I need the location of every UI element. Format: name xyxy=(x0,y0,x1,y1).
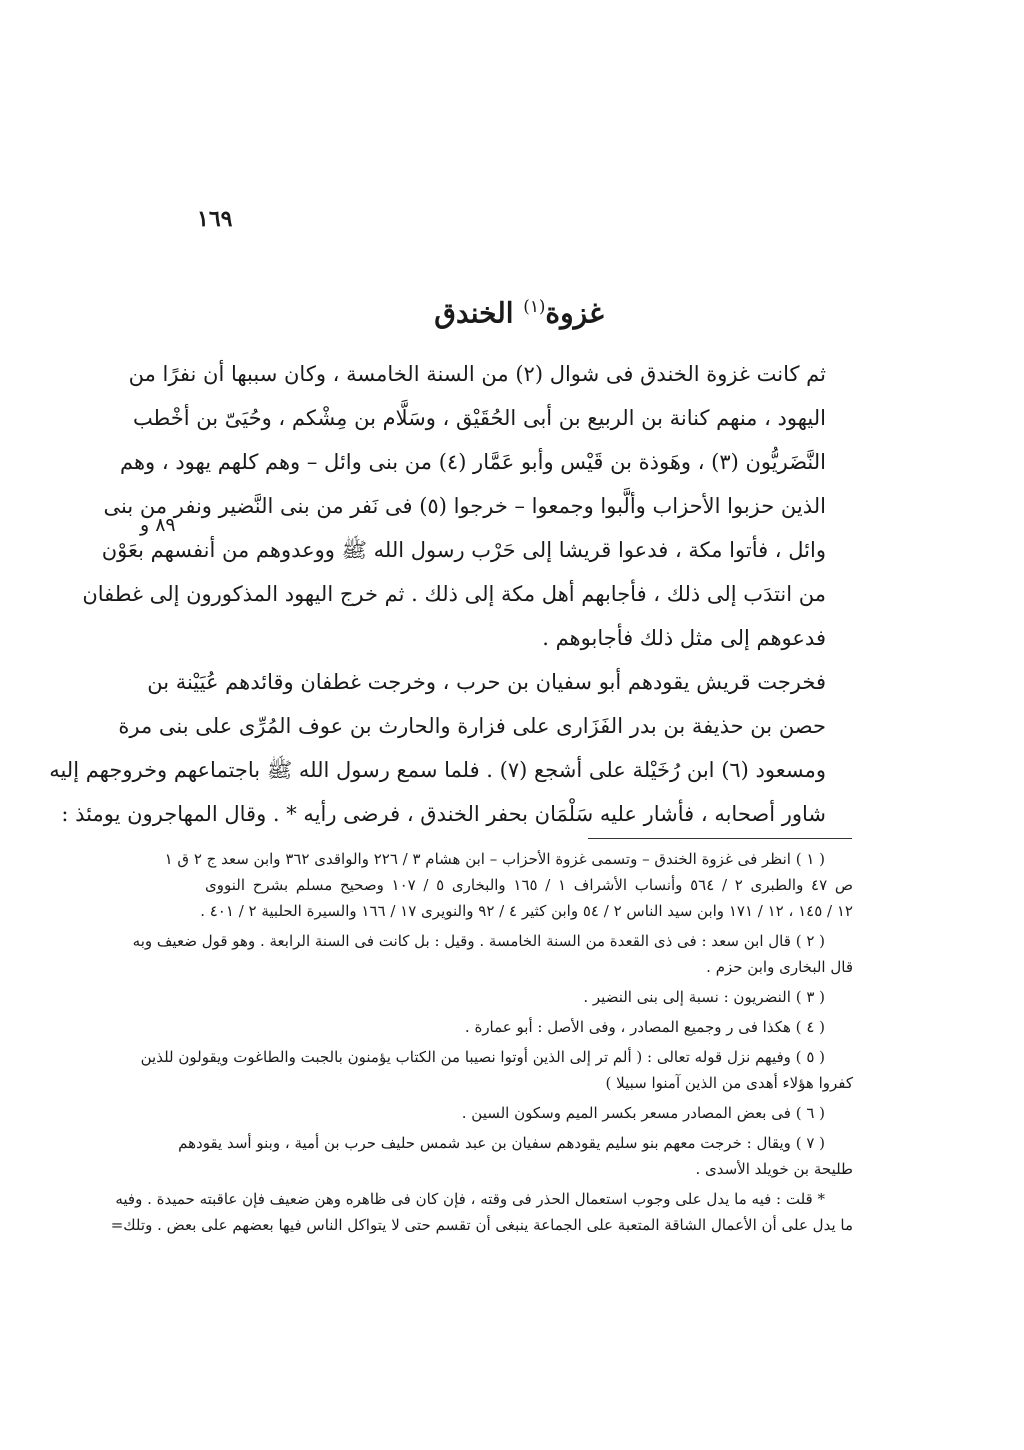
footnote-line: ( ٧ ) ويقال : خرجت معهم بنو سليم يقودهم سفيان بن عبد شمس حليف حرب بن أمية ، وبنو أسد يقودهم xyxy=(178,1134,825,1152)
footnote-divider xyxy=(588,838,852,839)
footnote-line: ( ٦ ) فى بعض المصادر مسعر بكسر الميم وسكون السين . xyxy=(461,1104,825,1122)
footnote-4 xyxy=(205,1014,853,1040)
paragraph-line: فدعوهم إلى مثل ذلك فأجابوهم . xyxy=(542,626,826,650)
footnote-line: ( ٢ ) قال ابن سعد : فى ذى القعدة من السنة الخامسة . وقيل : بل كانت فى السنة الرابعة . وهو قول ضعيف وبه xyxy=(132,932,825,950)
footnote-6 xyxy=(205,1100,853,1126)
chapter-title-footnote-ref: (١) xyxy=(523,296,546,316)
chapter-title xyxy=(212,296,826,329)
paragraph-2 xyxy=(49,660,826,836)
footnote-7 xyxy=(178,1130,853,1182)
footnote-line: كفروا هؤلاء أهدى من الذين آمنوا سبيلا ) xyxy=(605,1074,853,1092)
footnotes-section xyxy=(110,846,854,1242)
paragraph-line: من انتدَب إلى ذلك ، فأجابهم أهل مكة إلى ذلك . ثم خرج اليهود المذكورون إلى غطفان xyxy=(82,582,826,606)
chapter-title-word: غزوة xyxy=(545,296,604,330)
paragraph-line: اليهود ، منهم كنانة بن الربيع بن أبى الحُقَيْق ، وسَلَّام بن مِشْكم ، وحُيَىّ بن أخْطب xyxy=(132,406,826,430)
footnote-line: ما يدل على أن الأعمال الشاقة المتعبة على الجماعة ينبغى أن تقسم حتى لا يتواكل الناس فيها بعضهم على بعض . وتلك= xyxy=(110,1216,853,1234)
paragraph-line: وائل ، فأتوا مكة ، فدعوا قريشا إلى حَرْب رسول الله ﷺ ووعدوهم من أنفسهم بعَوْن xyxy=(101,538,826,562)
footnote-line: ( ١ ) انظر فى غزوة الخندق – وتسمى غزوة الأحزاب – ابن هشام ٣ / ٢٢٦ والواقدى ٣٦٢ وابن سعد ج ٢ ق ١ xyxy=(164,850,825,868)
footnote-1 xyxy=(164,846,854,924)
footnote-2 xyxy=(132,928,853,980)
footnote-line: قال البخارى وابن حزم . xyxy=(706,958,853,976)
footnote-line: ( ٣ ) النضريون : نسبة إلى بنى النضير . xyxy=(583,988,825,1006)
paragraph-line: ومسعود (٦) ابن رُخَيْلة على أشجع (٧) . فلما سمع رسول الله ﷺ باجتماعهم وخروجهم إليه xyxy=(49,758,826,782)
paragraph-line: ثم كانت غزوة الخندق فى شوال (٢) من السنة الخامسة ، وكان سببها أن نفرًا من xyxy=(128,362,826,386)
footnote-5 xyxy=(140,1044,853,1096)
footnote-line: طليحة بن خويلد الأسدى . xyxy=(695,1160,853,1178)
footnote-commentary xyxy=(110,1186,853,1238)
paragraph-line: شاور أصحابه ، فأشار عليه سَلْمَان بحفر الخندق ، فرضى رأيه * . وقال المهاجرون يومئذ : xyxy=(61,802,826,826)
footnote-line: ١٢ / ١٤٥ ، ١٢ / ١٧١ وابن سيد الناس ٢ / ٥٤ وابن كثير ٤ / ٩٢ والنويرى ١٧ / ١٦٦ والسيرة الحلبية ٢ / ٤٠١ . xyxy=(200,902,853,920)
footnote-line: ( ٥ ) وفيهم نزل قوله تعالى : ( ألم تر إلى الذين أوتوا نصيبا من الكتاب يؤمنون بالجبت والطاغوت ويقولون للذين xyxy=(140,1048,825,1066)
paragraph-line: الذين حزبوا الأحزاب وألَّبوا وجمعوا – خرجوا (٥) فى نَفر من بنى النَّضير ونفر من بنى xyxy=(103,494,826,518)
footnote-line: ص ٤٧ والطبرى ٢ / ٥٦٤ وأنساب الأشراف ١ / ١٦٥ والبخارى ٥ / ١٠٧ وصحيح مسلم بشرح النووى xyxy=(205,876,854,894)
footnote-line: * قلت : فيه ما يدل على وجوب استعمال الحذر فى وقته ، فإن كان فى ظاهره وهن ضعيف فإن عاقبته حميدة . وفيه xyxy=(115,1190,825,1208)
footnote-3 xyxy=(205,984,853,1010)
margin-folio-note: ٨٩ و xyxy=(140,514,176,536)
paragraph-line: حصن بن حذيفة بن بدر الفَزَارى على فزارة والحارث بن عوف المُرِّى على بنى مرة xyxy=(118,714,826,738)
chapter-title-word-2: الخندق xyxy=(434,296,514,330)
paragraph-line: النَّضَريُّون (٣) ، وهَوذة بن قَيْس وأبو عَمَّار (٤) من بنى وائل – وهم كلهم يهود ، وهم xyxy=(120,450,826,474)
footnote-line: ( ٤ ) هكذا فى ر وجميع المصادر ، وفى الأصل : أبو عمارة . xyxy=(464,1018,825,1036)
page-number: ١٦٩ xyxy=(197,206,233,232)
paragraph-line: فخرجت قريش يقودهم أبو سفيان بن حرب ، وخرجت غطفان وقائدهم عُيَيْنة بن xyxy=(147,670,826,694)
